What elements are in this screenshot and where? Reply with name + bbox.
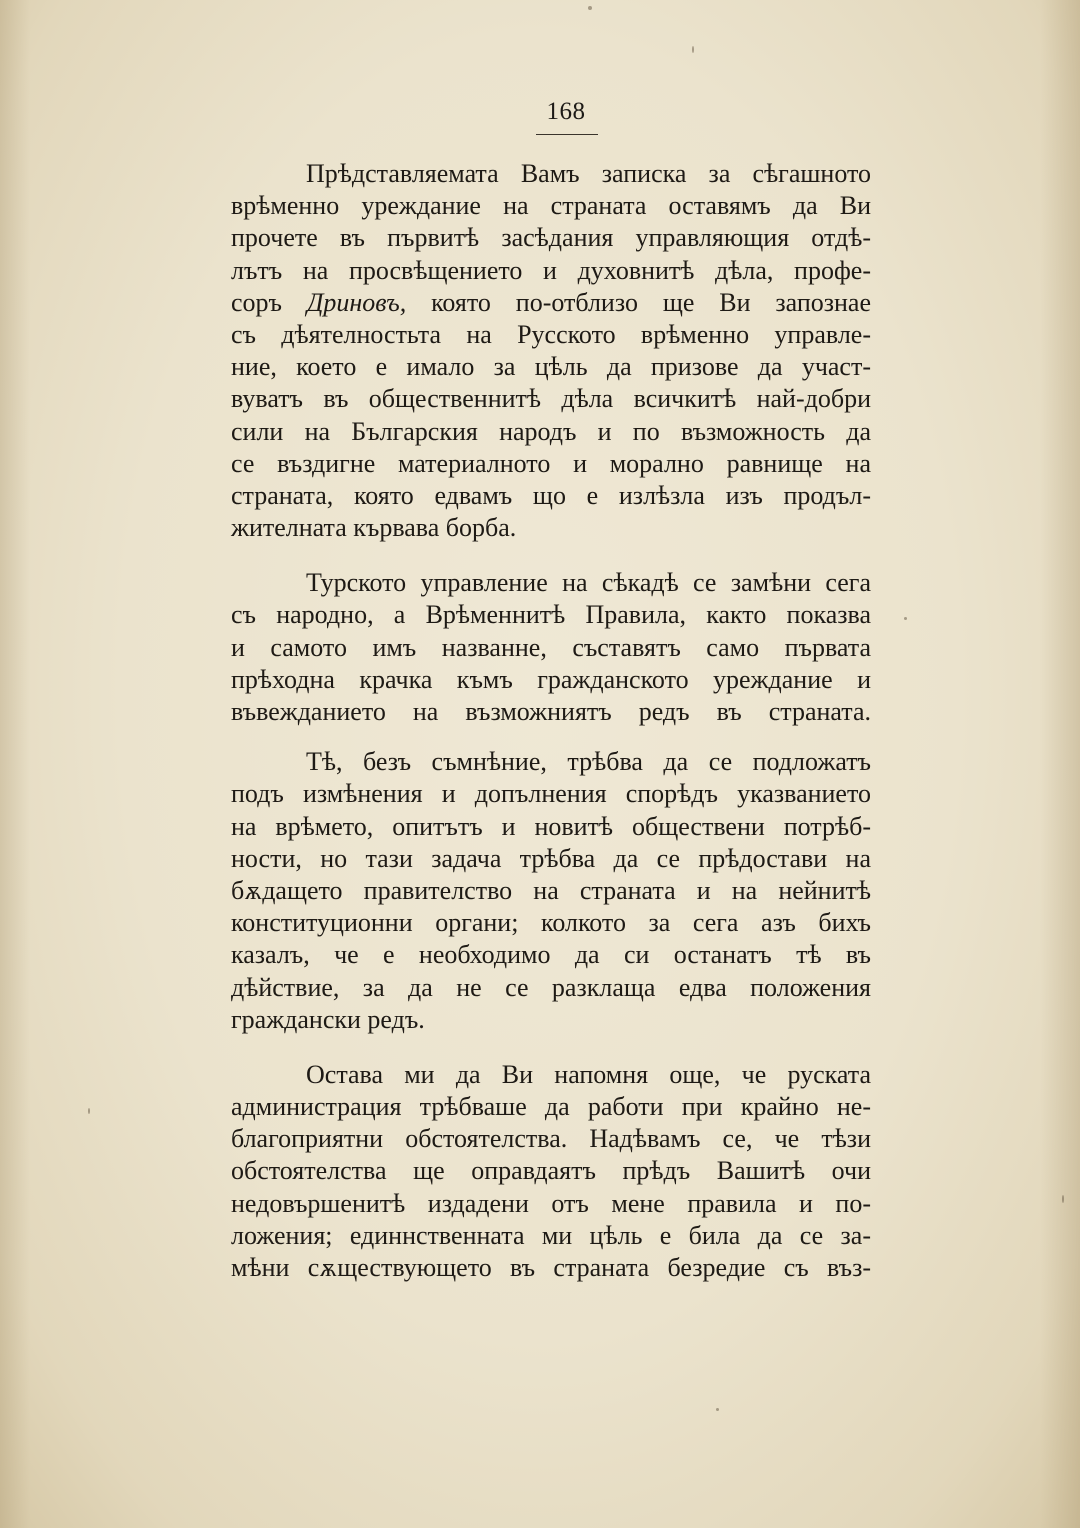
text-line: дѣйствие, за да не се разклаща едва положения (231, 972, 871, 1002)
text-line: вуватъ въ общественнитѣ дѣла всичкитѣ най-добри (231, 384, 871, 414)
text-line: подъ измѣнения и допълнения спорѣдъ указванието (231, 779, 871, 809)
page-number: 168 (546, 98, 586, 125)
text-line: прочете въ първитѣ засѣдания управляющия отдѣ- (231, 223, 871, 253)
text-line: страната, която едвамъ що е излѣзла изъ продъл- (231, 480, 871, 510)
paragraph-1 (231, 158, 871, 544)
text-line: Тѣ, безъ съмнѣние, трѣбва да се подложатъ (306, 747, 871, 777)
paper-speck (588, 6, 592, 10)
paper-speck (692, 46, 694, 53)
text-line: Прѣдставляемата Вамъ записка за сѣгашното (306, 159, 871, 188)
page-number-rule (536, 134, 598, 135)
text-line: граждански редъ. (231, 1004, 425, 1034)
text-line: съ дѣятелностьта на Русското врѣменно управле- (231, 319, 871, 349)
text-line: мѣни сѫществующето въ страната безредие съ въз- (231, 1253, 871, 1282)
page-shadow-right (1040, 0, 1080, 1528)
text-line: казалъ, че е необходимо да си останатъ тѣ въ (231, 940, 871, 970)
text-line: обстоятелства ще оправдаятъ прѣдъ Вашитѣ очи (231, 1156, 871, 1186)
paragraph-3 (231, 746, 871, 1036)
text-line: жителната кървава борба. (231, 513, 517, 543)
text-segment: соръ (231, 287, 307, 317)
text-line: администрация трѣбваше да работи при крайно не- (231, 1092, 871, 1122)
text-line: Остава ми да Ви напомня още, че руската (306, 1059, 871, 1089)
text-line: ложения; единнственната ми цѣль е била да се за- (231, 1220, 871, 1250)
text-line: конституционни органи; колкото за сега азъ бихъ (231, 908, 871, 938)
paragraph-4 (231, 1059, 871, 1284)
text-line: бѫдащето правителство на страната и на нейнитѣ (231, 875, 871, 905)
text-line: се въздигне материалното и морално равнище на (231, 448, 871, 478)
text-segment: която по-отблизо ще Ви запознае (406, 287, 872, 317)
paper-speck (88, 1108, 90, 1114)
paper-speck (716, 1408, 719, 1411)
text-line (231, 287, 871, 319)
text-line: врѣменно уреждание на страната оставямъ да Ви (231, 191, 871, 221)
text-line: съ народно, а Врѣменнитѣ Правила, както показва (231, 600, 871, 630)
text-line: и самото имъ названне, съставятъ само първата (231, 632, 871, 662)
text-line: прѣходна крачка къмъ гражданското уреждание и (231, 664, 871, 694)
text-line: на врѣмето, опитътъ и новитѣ обществени потрѣб- (231, 811, 871, 841)
text-line: въвежданието на възможниятъ редъ въ страната. (231, 697, 871, 726)
text-line: ние, което е имало за цѣль да призове да участ- (231, 352, 871, 382)
paragraph-2 (231, 567, 871, 728)
text-line: Турското управление на сѣкадѣ се замѣни сега (306, 568, 871, 598)
paragraph-gap (231, 1036, 871, 1059)
text-line: сили на Българския народъ и по възможность да (231, 416, 871, 446)
author-name: Дриновъ, (306, 287, 407, 317)
body-text (231, 158, 871, 1284)
text-line: недовършенитѣ издадени отъ мене правила и по- (231, 1188, 871, 1218)
text-line: лътъ на просвѣщението и духовнитѣ дѣла, профе- (231, 255, 871, 285)
paragraph-gap (231, 544, 871, 567)
text-line: ности, но тази задача трѣбва да се прѣдостави на (231, 843, 871, 873)
paper-speck (904, 617, 907, 620)
paper-speck (1062, 1195, 1064, 1203)
page-shadow-left (0, 0, 30, 1528)
text-line: благоприятни обстоятелства. Надѣвамъ се, че тѣзи (231, 1124, 871, 1154)
paragraph-gap (231, 728, 871, 746)
